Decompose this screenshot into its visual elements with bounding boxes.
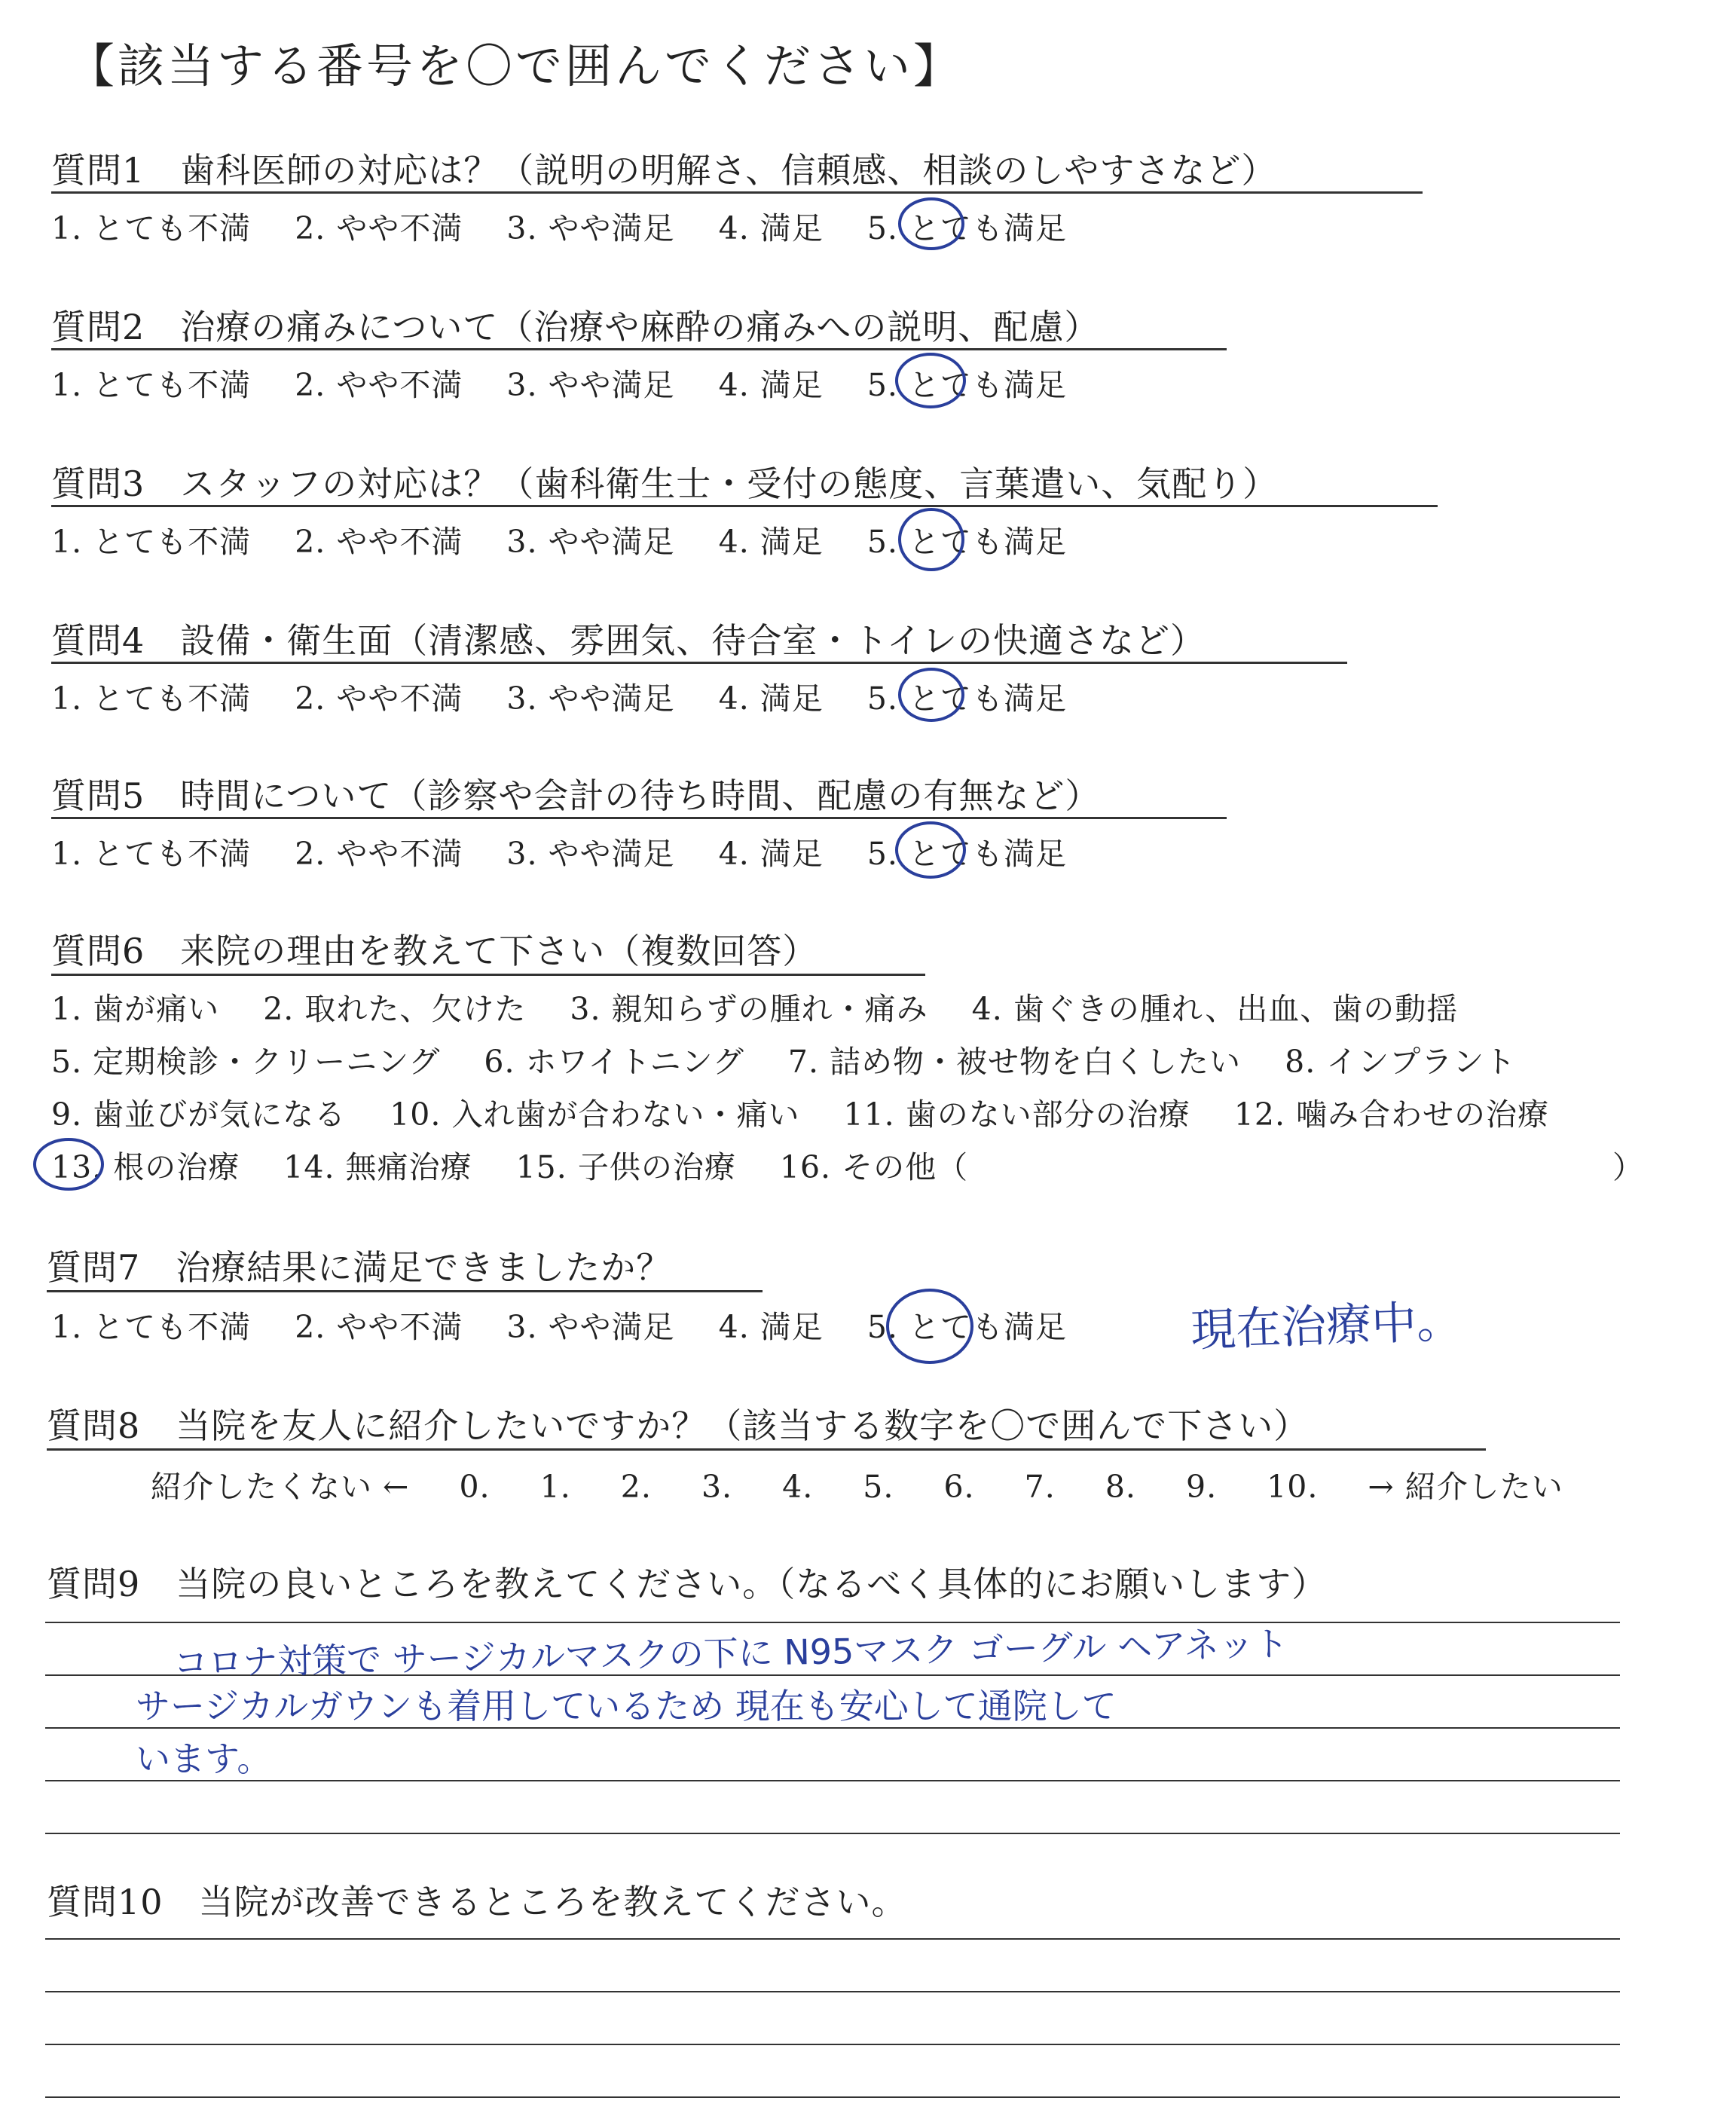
q8-score-8[interactable]: 8.	[1105, 1469, 1136, 1505]
q3-option-5[interactable]: 5. とても満足	[866, 524, 1067, 560]
q6-row-4	[51, 1142, 968, 1187]
q6-row-1	[51, 984, 1458, 1029]
q9-handwritten-line-3: います。	[136, 1738, 272, 1779]
q3-option-2[interactable]: 2. やや不満	[295, 524, 463, 560]
q9-handwritten-line-1: コロナ対策で サージカルマスクの下に N95マスク ゴーグル ヘアネット	[173, 1623, 1289, 1683]
q2-option-1[interactable]: 1. とても不満	[51, 367, 252, 403]
q2-option-3[interactable]: 3. やや満足	[506, 367, 675, 403]
q7-option-3[interactable]: 3. やや満足	[506, 1309, 675, 1345]
q9-handwritten-line-2: サージカルガウンも着用しているため 現在も安心して通院して	[136, 1686, 1117, 1726]
q6-option-7[interactable]: 7. 詰め物・被せ物を白くしたい	[787, 1044, 1242, 1080]
q5-option-2[interactable]: 2. やや不満	[295, 836, 463, 872]
q6-option-6[interactable]: 6. ホワイトニング	[484, 1044, 744, 1080]
question-9-title: 質問9 当院の良いところを教えてください。（なるべく具体的にお願いします）	[47, 1564, 1328, 1604]
q6-option-5[interactable]: 5. 定期検診・クリーニング	[51, 1044, 441, 1080]
q6-answer-circle	[33, 1138, 104, 1191]
q6-option-12[interactable]: 12. 噛み合わせの治療	[1233, 1096, 1550, 1133]
q9-answer-line-5	[45, 1833, 1620, 1834]
q6-option-14[interactable]: 14. 無痛治療	[283, 1149, 472, 1185]
q10-answer-line-1	[45, 1938, 1620, 1940]
page-title: 【該当する番号を〇で囲んでください】	[68, 38, 964, 93]
q8-score-2[interactable]: 2.	[620, 1469, 652, 1505]
q7-option-2[interactable]: 2. やや不満	[295, 1309, 463, 1345]
question-5-underline	[51, 817, 1227, 819]
q8-score-9[interactable]: 9.	[1185, 1469, 1218, 1505]
q3-answer-circle	[898, 508, 964, 571]
q8-left-label: 紹介したくない ←	[151, 1469, 410, 1505]
q10-answer-line-2	[45, 1991, 1620, 1992]
q8-right-label: → 紹介したい	[1368, 1469, 1563, 1505]
q1-option-1[interactable]: 1. とても不満	[51, 210, 252, 246]
q6-option-1[interactable]: 1. 歯が痛い	[51, 991, 220, 1027]
question-3-underline	[51, 505, 1438, 507]
question-4-title: 質問4 設備・衛生面（清潔感、雰囲気、待合室・トイレの快適さなど）	[51, 620, 1206, 661]
q7-option-4[interactable]: 4. 満足	[718, 1309, 824, 1345]
q6-option-3[interactable]: 3. 親知らずの腫れ・痛み	[570, 991, 928, 1027]
q6-option-11[interactable]: 11. 歯のない部分の治療	[843, 1096, 1190, 1133]
question-7-underline	[47, 1290, 763, 1292]
q5-option-1[interactable]: 1. とても不満	[51, 836, 252, 872]
q5-answer-circle	[895, 821, 966, 879]
q4-option-2[interactable]: 2. やや不満	[295, 680, 463, 717]
q2-answer-circle	[895, 353, 966, 408]
q2-option-2[interactable]: 2. やや不満	[295, 367, 463, 403]
q4-option-4[interactable]: 4. 満足	[718, 680, 824, 717]
q8-score-6[interactable]: 6.	[943, 1469, 975, 1505]
question-8-title: 質問8 当院を友人に紹介したいですか？（該当する数字を〇で囲んで下さい）	[47, 1405, 1310, 1446]
q8-scale-row	[151, 1462, 1603, 1506]
q1-option-5[interactable]: 5. とても満足	[866, 210, 1067, 246]
q5-option-4[interactable]: 4. 満足	[718, 836, 824, 872]
q9-answer-line-1	[45, 1622, 1620, 1623]
q8-score-4[interactable]: 4.	[782, 1469, 814, 1505]
q6-option-10[interactable]: 10. 入れ歯が合わない・痛い	[390, 1096, 800, 1133]
q1-option-2[interactable]: 2. やや不満	[295, 210, 463, 246]
q6-option-8[interactable]: 8. インプラント	[1285, 1044, 1517, 1080]
q8-score-1[interactable]: 1.	[539, 1469, 571, 1505]
q8-score-10[interactable]: 10.	[1267, 1469, 1319, 1505]
q1-option-3[interactable]: 3. やや満足	[506, 210, 675, 246]
q8-score-7[interactable]: 7.	[1024, 1469, 1056, 1505]
q2-option-4[interactable]: 4. 満足	[718, 367, 824, 403]
q2-option-5[interactable]: 5. とても満足	[866, 367, 1067, 403]
q9-answer-line-4	[45, 1780, 1620, 1781]
q1-answer-circle	[898, 197, 964, 250]
question-2-title: 質問2 治療の痛みについて（治療や麻酔の痛みへの説明、配慮）	[51, 307, 1100, 347]
q3-option-1[interactable]: 1. とても不満	[51, 524, 252, 560]
q7-answer-circle	[886, 1289, 973, 1364]
question-3-title: 質問3 スタッフの対応は？（歯科衛生士・受付の態度、言葉遣い、気配り）	[51, 463, 1279, 504]
q3-option-4[interactable]: 4. 満足	[718, 524, 824, 560]
question-8-underline	[47, 1448, 1486, 1451]
q4-answer-circle	[898, 668, 964, 722]
question-2-underline	[51, 348, 1227, 350]
question-1-underline	[51, 191, 1423, 194]
q8-score-3[interactable]: 3.	[701, 1469, 733, 1505]
question-5-title: 質問5 時間について（診察や会計の待ち時間、配慮の有無など）	[51, 775, 1101, 816]
q6-other-close-paren: ）	[1612, 1149, 1644, 1185]
question-6-underline	[51, 974, 925, 976]
q6-option-4[interactable]: 4. 歯ぐきの腫れ、出血、歯の動揺	[971, 991, 1459, 1027]
q10-answer-line-4	[45, 2096, 1620, 2098]
q5-option-5[interactable]: 5. とても満足	[866, 836, 1067, 872]
q1-option-4[interactable]: 4. 満足	[718, 210, 824, 246]
q8-score-5[interactable]: 5.	[863, 1469, 894, 1505]
q6-row-3	[51, 1090, 1549, 1134]
q7-handwritten-note: 現在治療中。	[1190, 1295, 1463, 1358]
question-4-underline	[51, 662, 1347, 664]
question-6-title: 質問6 来院の理由を教えて下さい（複数回答）	[51, 931, 818, 971]
q4-option-3[interactable]: 3. やや満足	[506, 680, 675, 717]
q7-option-5[interactable]: 5. とても満足	[866, 1309, 1067, 1345]
q3-option-3[interactable]: 3. やや満足	[506, 524, 675, 560]
q6-option-9[interactable]: 9. 歯並びが気になる	[51, 1096, 347, 1133]
q7-option-1[interactable]: 1. とても不満	[51, 1309, 252, 1345]
q6-option-16[interactable]: 16. その他（	[779, 1149, 969, 1185]
q4-option-5[interactable]: 5. とても満足	[866, 680, 1067, 717]
q5-option-3[interactable]: 3. やや満足	[506, 836, 675, 872]
q8-score-0[interactable]: 0.	[459, 1469, 491, 1505]
q6-row-2	[51, 1037, 1516, 1081]
question-1-title: 質問1 歯科医師の対応は？（説明の明解さ、信頼感、相談のしやすさなど）	[51, 150, 1277, 191]
q6-option-2[interactable]: 2. 取れた、欠けた	[263, 991, 527, 1027]
question-7-title: 質問7 治療結果に満足できましたか？	[47, 1247, 672, 1288]
q4-option-1[interactable]: 1. とても不満	[51, 680, 252, 717]
q6-option-13[interactable]: 13. 根の治療	[51, 1149, 240, 1185]
question-10-title: 質問10 当院が改善できるところを教えてください。	[47, 1882, 907, 1922]
q6-option-15[interactable]: 15. 子供の治療	[515, 1149, 736, 1185]
q10-answer-line-3	[45, 2044, 1620, 2045]
